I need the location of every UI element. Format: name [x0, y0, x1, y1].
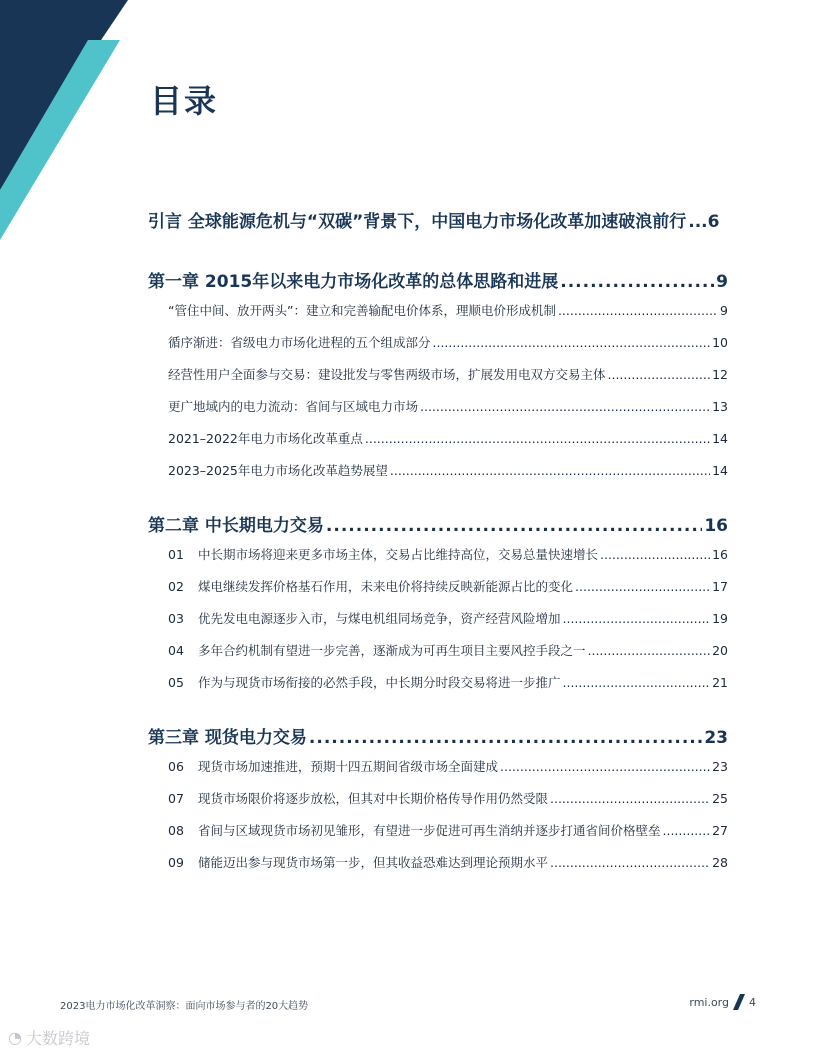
toc-item-label: 03 优先发电电源逐步入市，与煤电机组同场竞争，资产经营风险增加	[168, 611, 561, 626]
leader-dots	[560, 272, 714, 292]
toc-item-label: 2021–2022年电力市场化改革重点	[168, 431, 363, 446]
toc-chapter-label: 第三章 现货电力交易	[148, 728, 307, 748]
toc-item[interactable]	[168, 545, 728, 577]
toc-chapter-label: 第二章 中长期电力交易	[148, 516, 324, 536]
leader-dots	[563, 611, 711, 626]
page-title: 目录	[150, 82, 219, 120]
toc-chapter-2[interactable]	[148, 511, 728, 541]
toc-item[interactable]	[168, 333, 728, 365]
leader-dots	[663, 823, 711, 838]
toc-intro-label: 引言 全球能源危机与“双碳”背景下，中国电力市场化改革加速破浪前行	[148, 212, 687, 232]
toc-item-label: 04 多年合约机制有望进一步完善，逐渐成为可再生项目主要风控手段之一	[168, 643, 586, 658]
toc-item-label: 循序渐进：省级电力市场化进程的五个组成部分	[168, 335, 431, 350]
toc-item-number: 06	[168, 759, 184, 774]
watermark-text: 大数跨境	[25, 1029, 90, 1048]
leader-dots	[600, 547, 710, 562]
leader-dots	[558, 303, 718, 318]
toc-chapter-label: 第一章 2015年以来电力市场化改革的总体思路和进展	[148, 272, 559, 292]
slash-icon	[733, 994, 745, 1010]
toc-item-page: 12	[712, 367, 728, 382]
toc-item-number: 03	[168, 611, 184, 626]
watermark	[8, 1026, 90, 1049]
toc-item-page: 20	[712, 643, 728, 658]
toc-item-label: “管住中间、放开两头”：建立和完善输配电价体系，理顺电价形成机制	[168, 303, 556, 318]
toc-item-page: 19	[712, 611, 728, 626]
toc-item-number: 01	[168, 547, 184, 562]
leader-dots	[563, 675, 711, 690]
toc-item-page: 16	[712, 547, 728, 562]
toc-item-label: 2023–2025年电力市场化改革趋势展望	[168, 463, 388, 478]
toc-chapter-page: 23	[704, 728, 728, 748]
toc-chapter-3[interactable]	[148, 723, 728, 753]
toc-item[interactable]	[168, 853, 728, 885]
toc-item-number: 02	[168, 579, 184, 594]
leader-dots	[309, 728, 702, 748]
toc-item[interactable]	[168, 301, 728, 333]
toc-item-label: 07 现货市场限价将逐步放松，但其对中长期价格传导作用仍然受限	[168, 791, 549, 806]
footer-site-link[interactable]: rmi.org	[689, 995, 729, 1009]
leader-dots	[433, 335, 711, 350]
footer-right	[689, 994, 756, 1010]
toc-item-number: 08	[168, 823, 184, 838]
toc-item-page: 25	[712, 791, 728, 806]
leader-dots	[390, 463, 710, 478]
toc-item-label: 更广地域内的电力流动：省间与区域电力市场	[168, 399, 419, 414]
footer-page-number: 4	[749, 995, 756, 1009]
watermark-logo-icon: ◔	[8, 1028, 22, 1047]
leader-dots	[575, 579, 710, 594]
toc-item-label: 经营性用户全面参与交易：建设批发与零售两级市场，扩展发用电双方交易主体	[168, 367, 606, 382]
toc-item-page: 28	[712, 855, 728, 870]
leader-dots	[365, 431, 710, 446]
toc-item-page: 14	[712, 431, 728, 446]
toc-chapter-1[interactable]	[148, 267, 728, 297]
toc-item-number: 09	[168, 855, 184, 870]
toc-item[interactable]	[168, 429, 728, 461]
toc-item-label: 02 煤电继续发挥价格基石作用，未来电价将持续反映新能源占比的变化	[168, 579, 574, 594]
toc-item[interactable]	[168, 673, 728, 705]
toc-item-page: 10	[712, 335, 728, 350]
toc-item-number: 05	[168, 675, 184, 690]
leader-dots	[500, 759, 710, 774]
toc-item-page: 21	[712, 675, 728, 690]
toc-item-page: 17	[712, 579, 728, 594]
toc-chapter-page: 16	[704, 516, 728, 536]
toc-item[interactable]	[168, 461, 728, 493]
toc-item[interactable]	[168, 577, 728, 609]
toc-item-label: 01 中长期市场将迎来更多市场主体，交易占比维持高位，交易总量快速增长	[168, 547, 599, 562]
toc-item-page: 13	[712, 399, 728, 414]
leader-dots	[550, 855, 710, 870]
toc-item[interactable]	[168, 365, 728, 397]
table-of-contents	[148, 207, 728, 885]
toc-chapter-page: 9	[716, 272, 728, 292]
toc-item[interactable]	[168, 397, 728, 429]
toc-item[interactable]	[168, 609, 728, 641]
leader-dots	[608, 367, 711, 382]
toc-intro[interactable]	[148, 207, 728, 237]
toc-item[interactable]	[168, 789, 728, 821]
leader-dots	[326, 516, 702, 536]
toc-item-page: 27	[712, 823, 728, 838]
toc-item-label: 06 现货市场加速推进，预期十四五期间省级市场全面建成	[168, 759, 499, 774]
toc-item-page: 23	[712, 759, 728, 774]
toc-item[interactable]	[168, 821, 728, 853]
toc-item-label: 09 储能迈出参与现货市场第一步，但其收益恐难达到理论预期水平	[168, 855, 549, 870]
toc-item-label: 05 作为与现货市场衔接的必然手段，中长期分时段交易将进一步推广	[168, 675, 561, 690]
toc-item-page: 14	[712, 463, 728, 478]
toc-intro-page: ...6	[688, 212, 720, 232]
toc-item-label: 08 省间与区域现货市场初见雏形，有望进一步促进可再生消纳并逐步打通省间价格壁垒	[168, 823, 661, 838]
leader-dots	[550, 791, 710, 806]
leader-dots	[420, 399, 710, 414]
toc-item[interactable]	[168, 757, 728, 789]
footer-report-title: 2023电力市场化改革洞察：面向市场参与者的20大趋势	[60, 1001, 309, 1012]
toc-item-number: 04	[168, 643, 184, 658]
leader-dots	[588, 643, 711, 658]
toc-item[interactable]	[168, 641, 728, 673]
toc-item-page: 9	[720, 303, 728, 318]
toc-item-number: 07	[168, 791, 184, 806]
